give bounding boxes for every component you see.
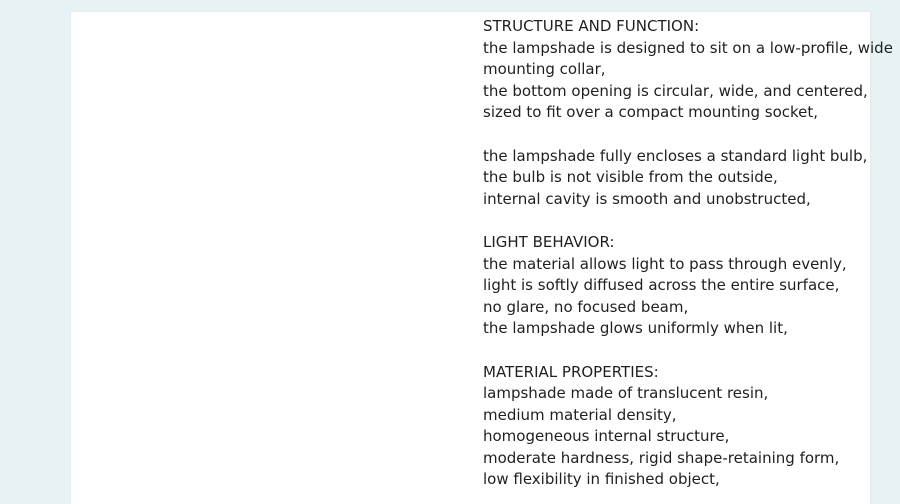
blank-line: [483, 124, 883, 146]
text-line: the lampshade fully encloses a standard light bulb,: [483, 146, 868, 165]
blank-line: [483, 210, 883, 232]
text-line: homogeneous internal structure,: [483, 427, 730, 446]
text-line: the bulb is not visible from the outside,: [483, 168, 778, 187]
text-line: internal cavity is smooth and unobstructed,: [483, 189, 811, 208]
text-line: moderate hardness, rigid shape-retaining form,: [483, 448, 840, 467]
text-line: medium material density,: [483, 405, 677, 424]
text-line: the lampshade glows uniformly when lit,: [483, 319, 788, 338]
text-line: the material allows light to pass through evenly,: [483, 254, 847, 273]
text-line: low flexibility in finished object,: [483, 470, 720, 489]
text-line: the lampshade is designed to sit on a low-profile, wide: [483, 38, 893, 57]
text-line: no glare, no focused beam,: [483, 297, 689, 316]
section-heading-structure: STRUCTURE AND FUNCTION:: [483, 17, 700, 35]
text-line: mounting collar,: [483, 60, 606, 79]
blank-line: [483, 340, 883, 362]
text-line: the bottom opening is circular, wide, and centered,: [483, 81, 868, 100]
document-text: [483, 16, 893, 491]
text-line: sized to fit over a compact mounting socket,: [483, 103, 819, 122]
text-line: lampshade made of translucent resin,: [483, 384, 769, 403]
text-line: light is softly diffused across the entire surface,: [483, 276, 840, 295]
section-heading-material: MATERIAL PROPERTIES:: [483, 362, 659, 381]
section-heading-light: LIGHT BEHAVIOR:: [483, 232, 615, 251]
